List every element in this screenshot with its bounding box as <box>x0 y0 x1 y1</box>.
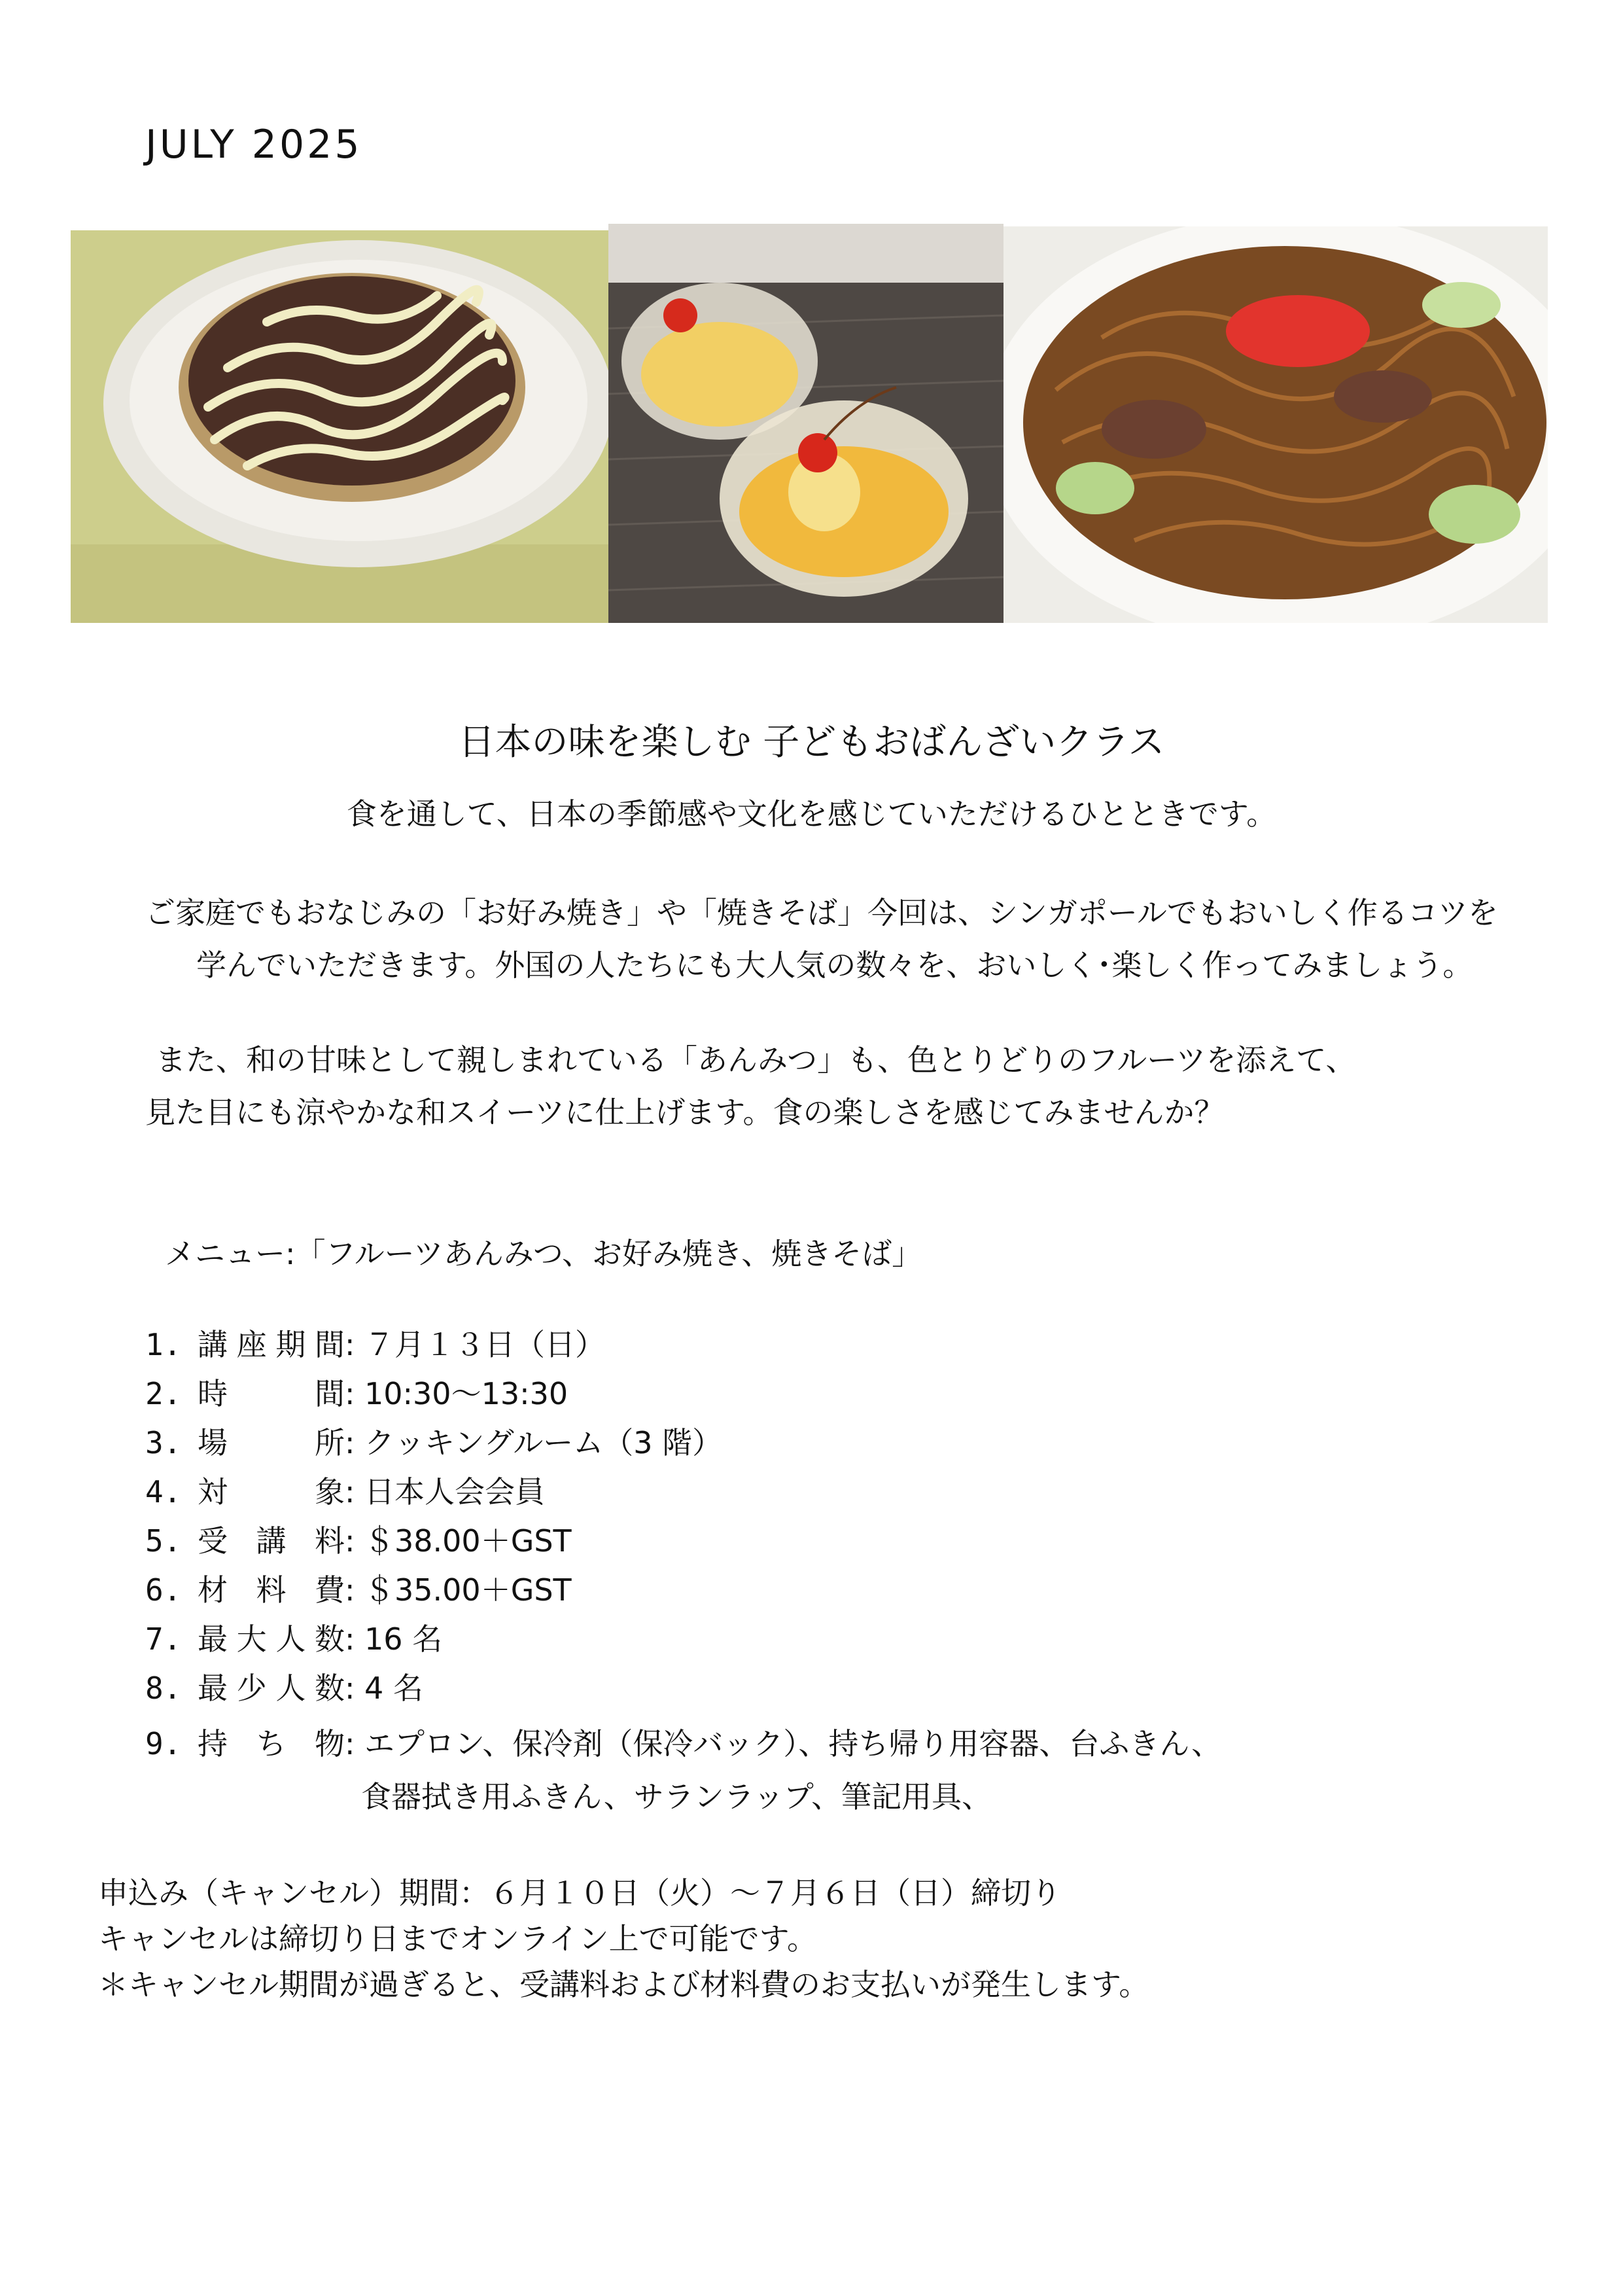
item-number: 8. <box>145 1670 182 1706</box>
class-subtitle: 食を通して、日本の季節感や文化を感じていただけるひとときです。 <box>346 796 1277 832</box>
anmitsu-paragraph-line: 見た目にも涼やかな和スイーツに仕上げます。食の楽しさを感じてみませんか？ <box>145 1095 1225 1130</box>
item-value: 日本人会会員 <box>364 1474 545 1510</box>
detail-item-belongings: 9. 持 ち 物: エプロン、保冷剤（保冷バック）、持ち帰り用容器、台ふきん、 <box>145 1721 1221 1767</box>
detail-item-period: 1. 講座期間: ７月１３日（日） <box>145 1322 605 1368</box>
detail-item-max-people: 7. 最大人数: 16 名 <box>145 1616 442 1662</box>
month-heading: JULY 2025 <box>145 122 362 168</box>
yakisoba-photo <box>1003 226 1548 623</box>
detail-item-time: 2. 時 間: 10:30～13:30 <box>145 1371 568 1417</box>
item-label: 材 料 費 <box>198 1572 345 1608</box>
item-value: ＄35.00＋GST <box>364 1572 572 1608</box>
item-number: 7. <box>145 1621 182 1657</box>
item-value: 16 名 <box>364 1621 443 1657</box>
intro-paragraph-line: 学んでいただきます。外国の人たちにも大人気の数々を、おいしく･楽しく作ってみましょう。 <box>196 947 1473 983</box>
menu-line: メニュー:「フルーツあんみつ、お好み焼き、焼きそば」 <box>165 1236 922 1271</box>
detail-item-material-fee: 6. 材 料 費:＄35.00＋GST <box>145 1567 572 1613</box>
item-value: ＄38.00＋GST <box>364 1523 572 1559</box>
item-label: 時 間 <box>198 1376 345 1411</box>
application-period: 申込み（キャンセル）期間：６月１０日（火）～７月６日（日）締切り <box>98 1875 1061 1911</box>
item-label: 最大人数 <box>198 1621 345 1657</box>
item-number: 3. <box>145 1425 182 1460</box>
detail-item-belongings-continued: 食器拭き用ふきん、サランラップ、筆記用具、 <box>361 1779 992 1814</box>
item-value: 10:30～13:30 <box>364 1376 568 1411</box>
item-label: 対 象 <box>198 1474 345 1510</box>
item-number: 5. <box>145 1523 182 1559</box>
cancel-fee-note: ＊キャンセル期間が過ぎると、受講料および材料費のお支払いが発生します。 <box>98 1967 1149 2002</box>
intro-paragraph-line: ご家庭でもおなじみの「お好み焼き」や「焼きそば」今回は、シンガポールでもおいしく作るコツを <box>145 895 1498 930</box>
item-number: 6. <box>145 1572 182 1608</box>
item-number: 4. <box>145 1474 182 1510</box>
item-label: 持 ち 物 <box>198 1726 345 1761</box>
item-value: クッキングルーム（3 階） <box>364 1425 723 1460</box>
item-number: 9. <box>145 1726 182 1761</box>
item-label: 場 所 <box>198 1425 345 1460</box>
item-value: ７月１３日（日） <box>364 1327 605 1362</box>
cancel-note: キャンセルは締切り日までオンライン上で可能です。 <box>98 1921 817 1956</box>
detail-item-target: 4. 対 象: 日本人会会員 <box>145 1469 545 1515</box>
okonomiyaki-photo <box>71 230 608 623</box>
item-number: 2. <box>145 1376 182 1411</box>
class-title: 日本の味を楽しむ 子どもおばんざいクラス <box>458 721 1165 764</box>
item-value: 4 名 <box>364 1670 423 1706</box>
item-label: 講座期間 <box>198 1327 345 1362</box>
detail-item-place: 3. 場 所: クッキングルーム（3 階） <box>145 1420 722 1466</box>
anmitsu-paragraph-line: また、和の甘味として親しまれている「あんみつ」も、色とりどりのフルーツを添えて、 <box>156 1042 1356 1078</box>
detail-item-fee: 5. 受 講 料:＄38.00＋GST <box>145 1518 572 1564</box>
detail-item-min-people: 8. 最少人数:4 名 <box>145 1665 423 1711</box>
item-label: 受 講 料 <box>198 1523 345 1559</box>
anmitsu-photo <box>608 224 1003 623</box>
item-value: エプロン、保冷剤（保冷バック）、持ち帰り用容器、台ふきん、 <box>364 1726 1222 1761</box>
item-label: 最少人数 <box>198 1670 345 1706</box>
item-number: 1. <box>145 1327 182 1362</box>
